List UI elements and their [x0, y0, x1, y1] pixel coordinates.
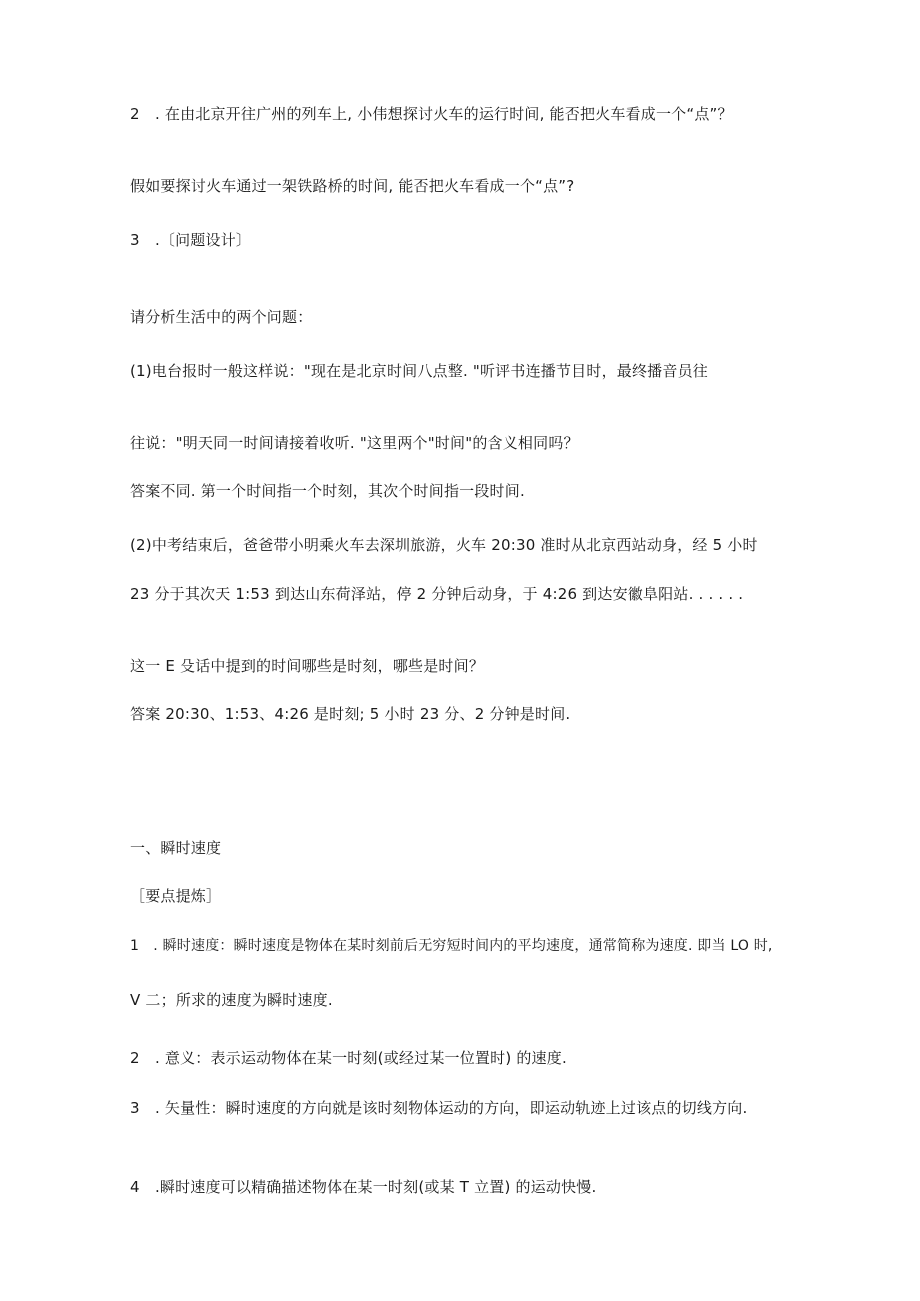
question-1-line-2: 往说："明天同一时间请接着收听. "这里两个"时间"的含义相同吗？ — [130, 434, 579, 452]
answer-2: 答案 20:30、1:53、4:26 是时刻; 5 小时 23 分、2 分钟是时间. — [130, 705, 571, 723]
question-1-line-1: (1)电台报时一般这样说："现在是北京时间八点整. "听评书连播节目时，最终播音员往 — [130, 362, 708, 380]
point-1-line-2: V 二；所求的速度为瞬时速度. — [130, 991, 333, 1009]
point-2: 2 . 意义：表示运动物体在某一时刻(或经过某一位置时) 的速度. — [130, 1049, 567, 1067]
section-heading-instant-velocity: 一、瞬时速度 — [130, 839, 222, 857]
key-points-heading: ［要点提炼］ — [130, 887, 222, 905]
answer-1: 答案不同. 第一个时间指一个时刻，其次个时间指一段时间. — [130, 482, 525, 500]
analyze-prompt: 请分析生活中的两个问题： — [130, 308, 313, 326]
point-4: 4 .瞬时速度可以精确描述物体在某一时刻(或某 T 立置) 的运动快慢. — [130, 1178, 597, 1196]
point-3: 3 . 矢量性：瞬时速度的方向就是该时刻物体运动的方向，即运动轨迹上过该点的切线方向. — [130, 1099, 748, 1117]
question-2b-line-1: (2)中考结束后，爸爸带小明乘火车去深圳旅游，火车 20:30 准时从北京西站动身，经 5 小时 — [130, 536, 758, 554]
question-2b-line-3: 这一 E 殳话中提到的时间哪些是时刻，哪些是时间？ — [130, 657, 485, 675]
point-1-line-1: 1 . 瞬时速度：瞬时速度是物体在某时刻前后无穷短时间内的平均速度，通常简称为速度. 即当 LO 时, — [130, 938, 773, 954]
question-2-followup: 假如要探讨火车通过一架铁路桥的时间, 能否把火车看成一个“点”? — [130, 177, 575, 195]
problem-design-heading: 3 .〔问题设计〕 — [130, 231, 252, 249]
question-2-line: 2 . 在由北京开往广州的列车上, 小伟想探讨火车的运行时间, 能否把火车看成一个“点”？ — [130, 105, 733, 123]
question-2b-line-2: 23 分于其次天 1:53 到达山东荷泽站，停 2 分钟后动身，于 4:26 到达安徽阜阳站. . . . . . — [130, 585, 744, 603]
